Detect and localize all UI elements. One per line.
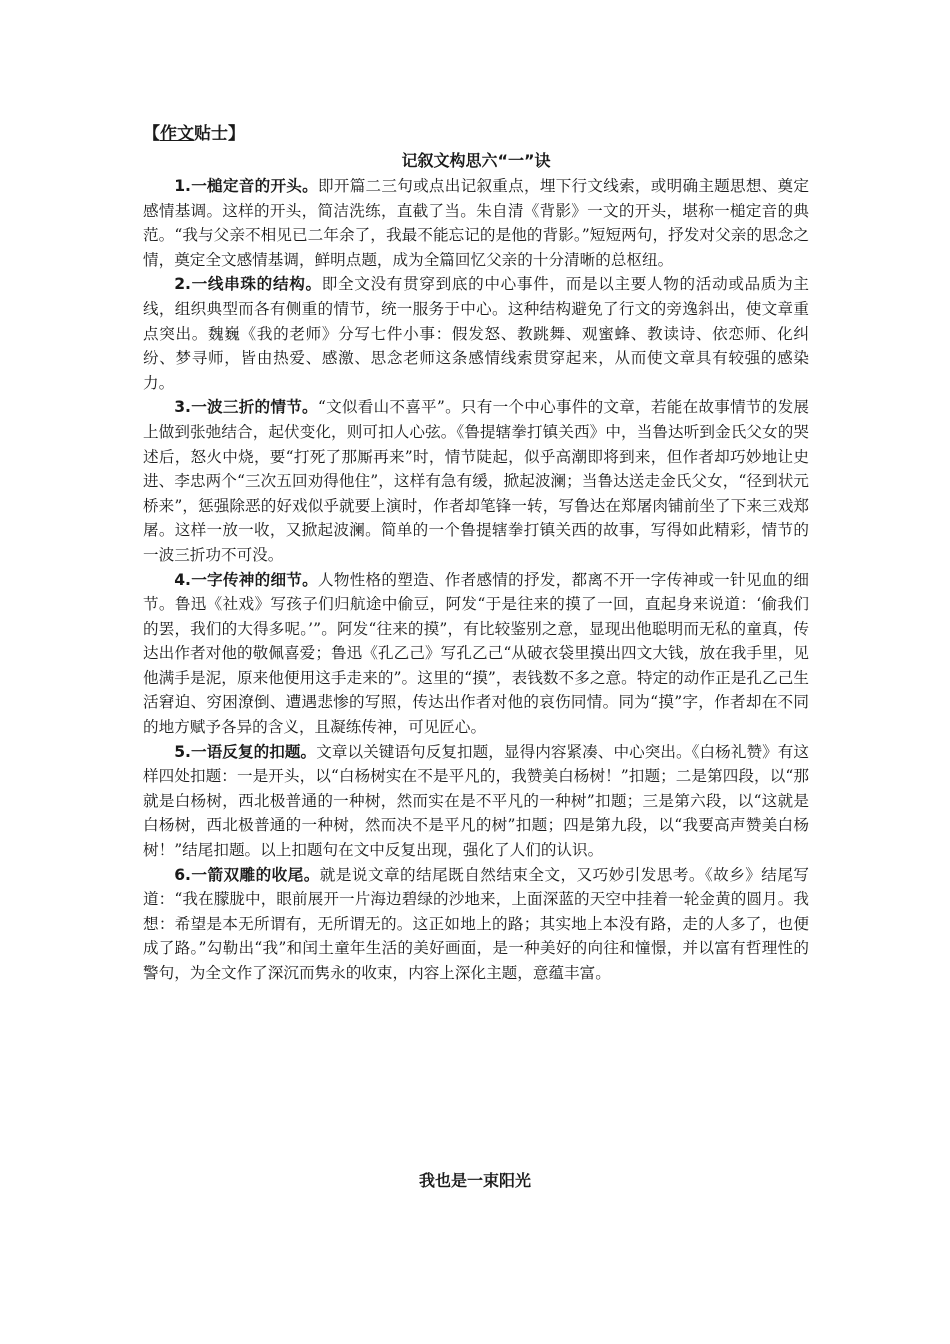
document-body — [143, 120, 809, 986]
bracket-open: 【 — [143, 124, 160, 144]
paragraph-6-lead: 6.一箭双雕的收尾。 — [174, 865, 320, 884]
paragraph-6 — [143, 863, 809, 986]
bracket-close: 】 — [228, 124, 245, 144]
paragraph-5-lead: 5.一语反复的扣题。 — [174, 742, 317, 761]
paragraph-1-lead: 1.一槌定音的开头。 — [174, 177, 318, 195]
paragraph-5-body: 文章以关键语句反复扣题，显得内容紧凑、中心突出。《白杨礼赞》有这样四处扣题：一是开头，以“白杨树实在不是平凡的，我赞美白杨树！”扣题；二是第四段，以“那就是白杨树，西北极普通的一种树，然而实在是不平凡的一种树”扣题；三是第六段，以“这就是白杨树，西北极普通的一种树，然而决不是平凡的树”扣题；四是第九段，以“我要高声赞美白杨树！”结尾扣题。以上扣题句在文中反复出现，强化了人们的认识。 — [143, 742, 809, 860]
paragraph-4 — [143, 568, 809, 740]
paragraph-2 — [143, 272, 809, 395]
section-label — [143, 120, 809, 148]
paragraph-2-lead: 2.一线串珠的结构。 — [174, 275, 322, 294]
paragraph-6-body: 就是说文章的结尾既自然结束全文，又巧妙引发思考。《故乡》结尾写道：“我在朦胧中，眼前展开一片海边碧绿的沙地来，上面深蓝的天空中挂着一轮金黄的圆月。我想：希望是本无所谓有，无所谓无的。这正如地上的路；其实地上本没有路，走的人多了，也便成了路。”勾勒出“我”和闰土童年生活的美好画面，是一种美好的向往和憧憬，并以富有哲理性的警句，为全文作了深沉而隽永的收束，内容上深化主题，意蕴丰富。 — [143, 865, 809, 982]
paragraph-3-body: “文似看山不喜平”。只有一个中心事件的文章，若能在故事情节的发展上做到张弛结合，起伏变化，则可扣人心弦。《鲁提辖拳打镇关西》中，当鲁达听到金氏父女的哭述后，怒火中烧，要“打死了那厮再来”时，情节陡起，似乎高潮即将到来，但作者却巧妙地让史进、李忠两个“三次五回劝得他住”，这样有急有缓，掀起波澜；当鲁达送走金氏父女，“径到状元桥来”，惩强除恶的好戏似乎就要上演时，作者却笔锋一转，写鲁达在郑屠肉铺前坐了下来三戏郑屠。这样一放一收，又掀起波澜。简单的一个鲁提辖拳打镇关西的故事，写得如此精彩，情节的一波三折功不可没。 — [143, 398, 809, 564]
label-underlined: 作文 — [160, 124, 194, 144]
paragraph-2-body: 即全文没有贯穿到底的中心事件，而是以主要人物的活动或品质为主线，组织典型而各有侧重的情节，统一服务于中心。这种结构避免了行文的旁逸斜出，使文章重点突出。魏巍《我的老师》分写七件小事：假发怒、教跳舞、观蜜蜂、教读诗、依恋师、化纠纷、梦寻师，皆由热爱、感激、思念老师这条感情线索贯穿起来，从而使文章具有较强的感染力。 — [143, 275, 809, 392]
article-title: 记叙文构思六“一”诀 — [401, 151, 551, 170]
paragraph-1 — [143, 174, 809, 272]
label-rest: 贴士 — [194, 124, 228, 144]
paragraph-4-lead: 4.一字传神的细节。 — [174, 570, 318, 589]
essay-title: 我也是一束阳光 — [418, 1171, 531, 1190]
paragraph-1-body: 即开篇二三句或点出记叙重点，埋下行文线索，或明确主题思想、奠定感情基调。这样的开头，简洁洗练，直截了当。朱自清《背影》一文的开头，堪称一槌定音的典范。“我与父亲不相见已二年余了，我最不能忘记的是他的背影。”短短两句，抒发对父亲的思念之情，奠定全文感情基调，鲜明点题，成为全篇回忆父亲的十分清晰的总枢纽。 — [143, 177, 809, 269]
paragraph-4-body: 人物性格的塑造、作者感情的抒发，都离不开一字传神或一针见血的细节。鲁迅《社戏》写孩子们归航途中偷豆，阿发“于是往来的摸了一回，直起身来说道：‘偷我们的罢，我们的大得多呢。’”。阿发“往来的摸”，有比较鉴别之意，显现出他聪明而无私的童真，传达出作者对他的敬佩喜爱；鲁迅《孔乙己》写孔乙己“从破衣袋里摸出四文大钱，放在我手里，见他满手是泥，原来他便用这手走来的”。这里的“摸”，表钱数不多之意。特定的动作正是孔乙己生活窘迫、穷困潦倒、遭遇悲惨的写照，传达出作者对他的哀伤同情。同为“摸”字，作者却在不同的地方赋予各异的含义，且凝练传神，可见匠心。 — [143, 570, 809, 737]
paragraph-5 — [143, 740, 809, 863]
paragraph-3-lead: 3.一波三折的情节。 — [174, 398, 318, 417]
paragraph-3 — [143, 395, 809, 567]
